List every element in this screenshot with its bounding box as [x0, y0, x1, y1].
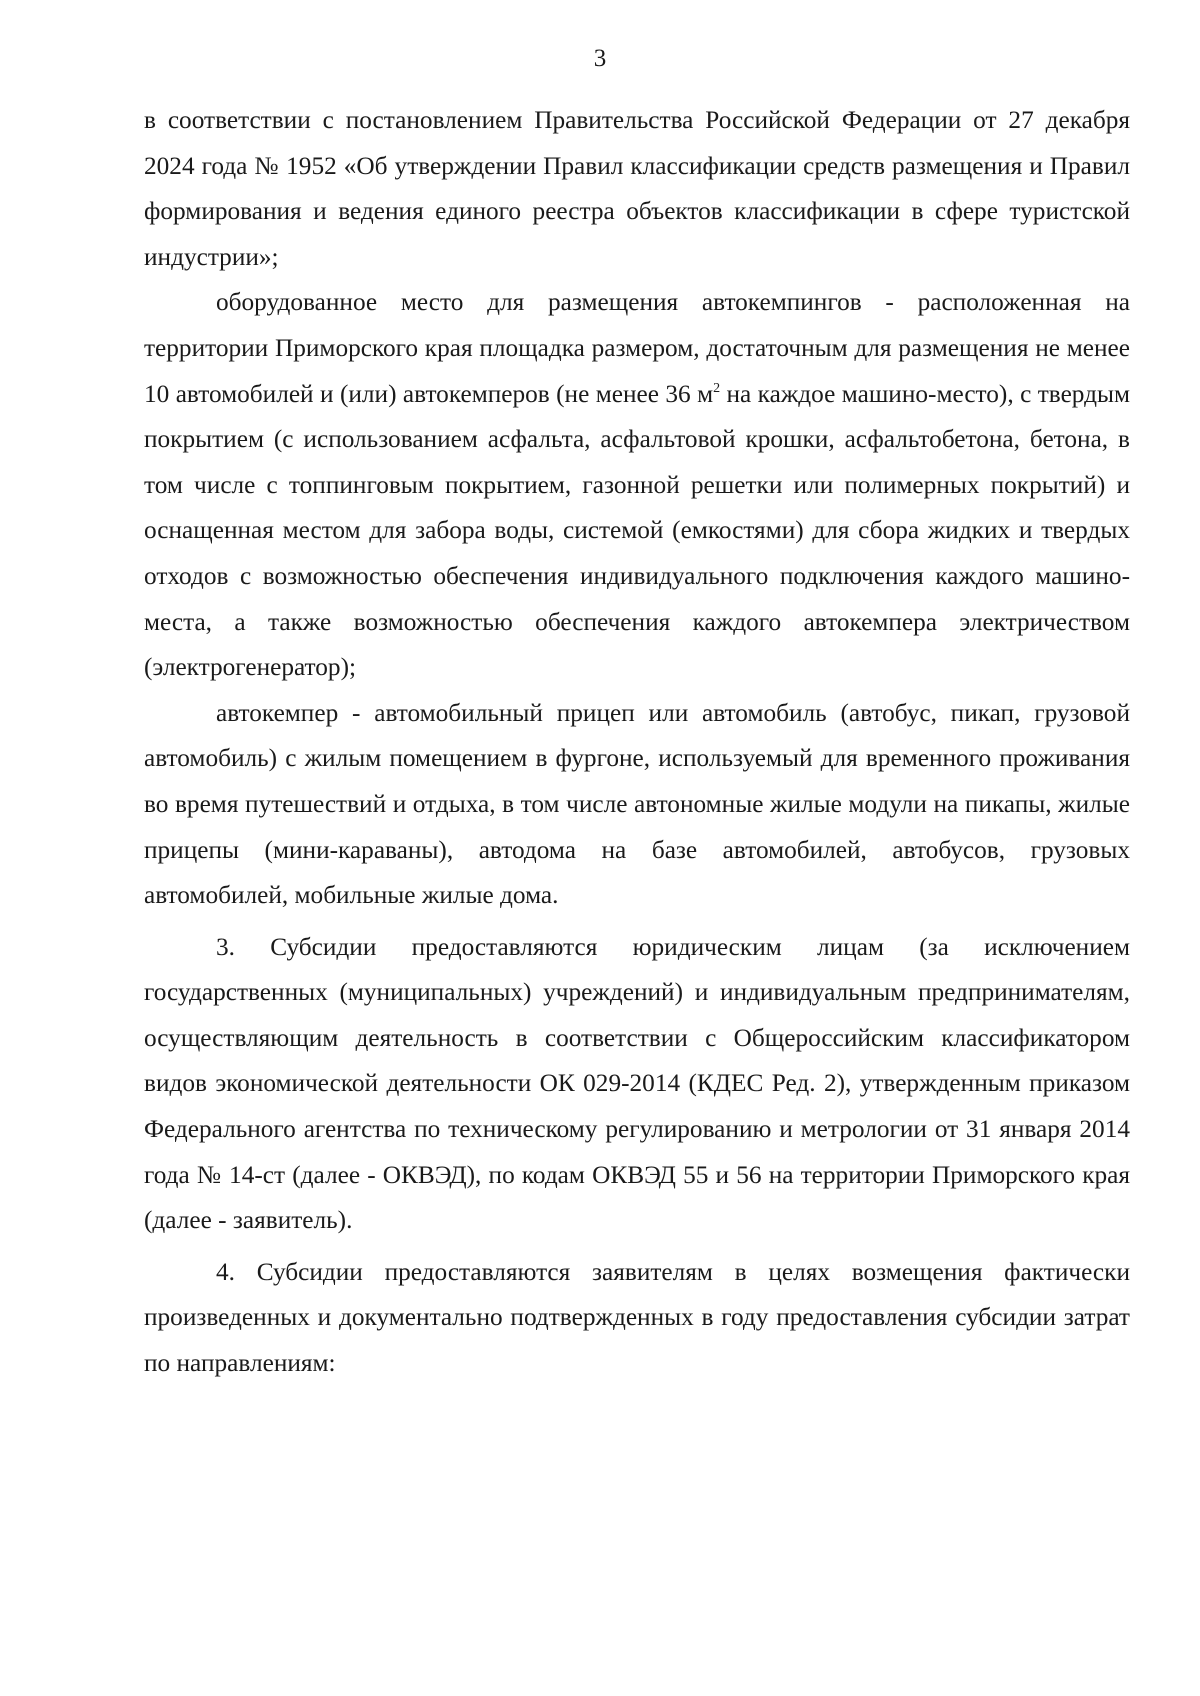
paragraph-text-part: на каждое машино-место), с твердым покрытием (с использованием асфальта, асфальтовой крошки, асфальтобетона, бетона, в том числе с топпинговым покрытием, газонной решетки или полимерных покрытий) и оснащенная местом для забора воды, системой (емкостями) для сбора жидких и твердых отходов с возможностью обеспечения индивидуального подключения каждого машино-места, а также возможностью обеспечения каждого автокемпера электричеством (электрогенератор);: [144, 379, 1130, 682]
page-number: 3: [593, 45, 607, 72]
paragraph-clause-4: 4. Субсидии предоставляются заявителям в целях возмещения фактически произведенных и документально подтвержденных в году предоставления субсидии затрат по направлениям:: [144, 1257, 1130, 1378]
paragraph-autocamper-definition: автокемпер - автомобильный прицеп или автомобиль (автобус, пикап, грузовой автомобиль) с жилым помещением в фургоне, используемый для временного проживания во время путешествий и отдыха, в том числе автономные жилые модули на пикапы, жилые прицепы (мини-караваны), автодома на базе автомобилей, автобусов, грузовых автомобилей, мобильные жилые дома.: [144, 698, 1130, 910]
paragraph-definition-continuation: в соответствии с постановлением Правительства Российской Федерации от 27 декабря 2024 года № 1952 «Об утверждении Правил классификации средств размещения и Правил формирования и ведения единого реестра объектов классификации в сфере туристской индустрии»;: [144, 106, 1130, 271]
document-body: [144, 98, 1130, 1387]
paragraph-clause-3: 3. Субсидии предоставляются юридическим лицам (за исключением государственных (муниципальных) учреждений) и индивидуальным предпринимателям, осуществляющим деятельность в соответствии с Общероссийским классификатором видов экономической деятельности ОК 029-2014 (КДЕС Ред. 2), утвержденным приказом Федерального агентства по техническому регулированию и метрологии от 31 января 2014 года № 14-ст (далее - ОКВЭД), по кодам ОКВЭД 55 и 56 на территории Приморского края (далее - заявитель).: [144, 932, 1130, 1235]
paragraph-autocamping-place-definition: [144, 280, 1130, 690]
superscript: 2: [713, 380, 721, 396]
paragraph-text-part: оборудованное место для размещения автокемпингов - расположенная на территории Приморского края площадка размером, достаточным для размещения не менее 10 автомобилей и (или) автокемперов (не менее 36 м: [144, 288, 1130, 408]
